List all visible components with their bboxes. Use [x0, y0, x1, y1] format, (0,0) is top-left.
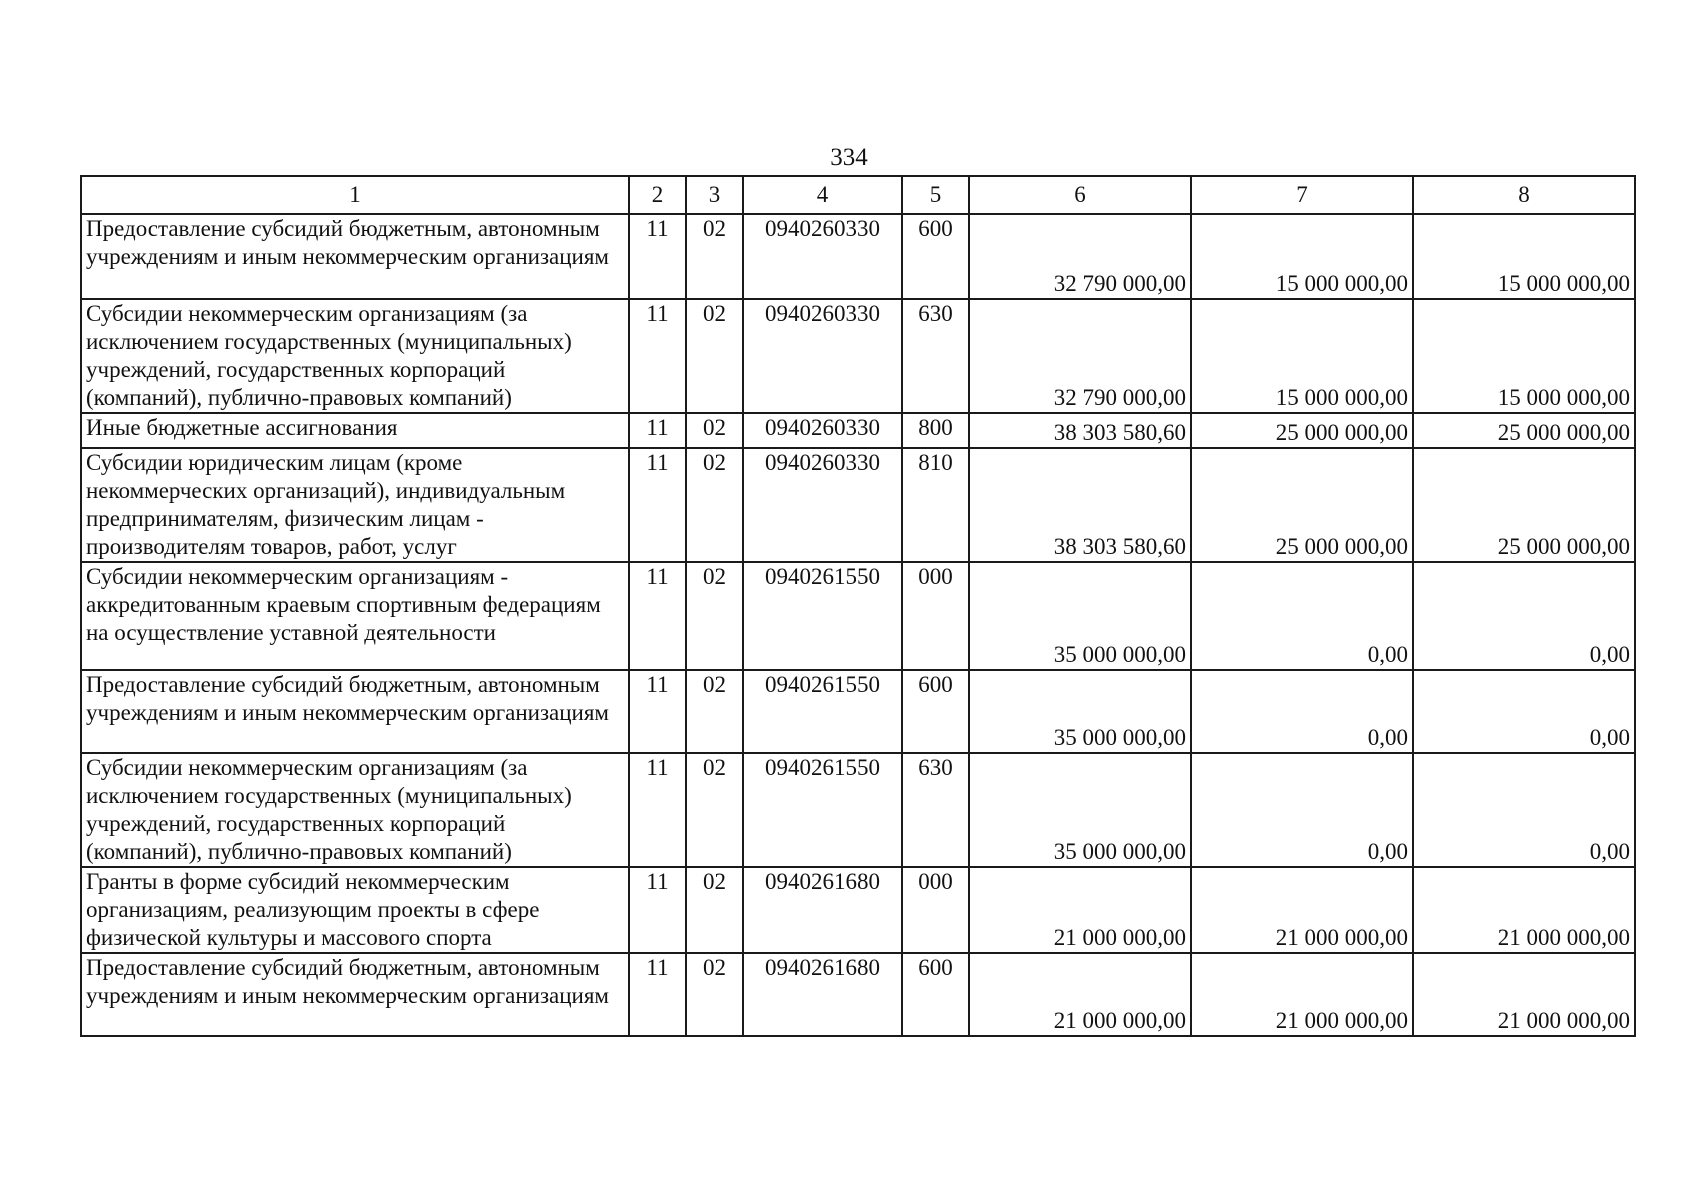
subsection-code-cell: 02: [686, 953, 743, 1036]
column-header: 2: [629, 176, 686, 214]
page-number: 334: [830, 144, 868, 171]
column-header: 1: [81, 176, 629, 214]
amount-col8-cell: 25 000 000,00: [1413, 448, 1635, 562]
row-name-cell: Предоставление субсидий бюджетным, автономным учреждениям и иным некоммерческим организациям: [81, 214, 629, 299]
expense-type-cell: 600: [902, 670, 969, 753]
target-article-cell: 0940261550: [743, 753, 902, 867]
section-code-cell: 11: [629, 299, 686, 413]
budget-table: [80, 175, 1636, 1037]
amount-col7-cell: 25 000 000,00: [1191, 413, 1413, 448]
amount-col8-cell: 0,00: [1413, 753, 1635, 867]
amount-col8-cell: 0,00: [1413, 670, 1635, 753]
amount-col8-cell: 15 000 000,00: [1413, 299, 1635, 413]
amount-col7-cell: 0,00: [1191, 753, 1413, 867]
expense-type-cell: 630: [902, 299, 969, 413]
subsection-code-cell: 02: [686, 867, 743, 953]
row-name-cell: Иные бюджетные ассигнования: [81, 413, 629, 448]
expense-type-cell: 800: [902, 413, 969, 448]
table-row: [81, 753, 1635, 867]
target-article-cell: 0940260330: [743, 413, 902, 448]
section-code-cell: 11: [629, 953, 686, 1036]
column-header: 5: [902, 176, 969, 214]
table-row: [81, 670, 1635, 753]
section-code-cell: 11: [629, 448, 686, 562]
column-header: 7: [1191, 176, 1413, 214]
table-row: [81, 214, 1635, 299]
expense-type-cell: 630: [902, 753, 969, 867]
row-name-cell: Субсидии некоммерческим организациям - аккредитованным краевым спортивным федерациям на осуществление уставной деятельности: [81, 562, 629, 670]
target-article-cell: 0940260330: [743, 214, 902, 299]
subsection-code-cell: 02: [686, 670, 743, 753]
table-row: [81, 299, 1635, 413]
amount-col8-cell: 0,00: [1413, 562, 1635, 670]
amount-col8-cell: 21 000 000,00: [1413, 953, 1635, 1036]
section-code-cell: 11: [629, 562, 686, 670]
target-article-cell: 0940261680: [743, 953, 902, 1036]
row-name-cell: Гранты в форме субсидий некоммерческим организациям, реализующим проекты в сфере физической культуры и массового спорта: [81, 867, 629, 953]
target-article-cell: 0940261550: [743, 670, 902, 753]
subsection-code-cell: 02: [686, 299, 743, 413]
subsection-code-cell: 02: [686, 562, 743, 670]
section-code-cell: 11: [629, 413, 686, 448]
amount-col6-cell: 21 000 000,00: [969, 867, 1191, 953]
amount-col8-cell: 21 000 000,00: [1413, 867, 1635, 953]
amount-col6-cell: 35 000 000,00: [969, 753, 1191, 867]
section-code-cell: 11: [629, 214, 686, 299]
target-article-cell: 0940261680: [743, 867, 902, 953]
row-name-cell: Субсидии некоммерческим организациям (за исключением государственных (муниципальных) учреждений, государственных корпораций (компаний), публично-правовых компаний): [81, 753, 629, 867]
expense-type-cell: 600: [902, 953, 969, 1036]
section-code-cell: 11: [629, 867, 686, 953]
target-article-cell: 0940261550: [743, 562, 902, 670]
amount-col6-cell: 35 000 000,00: [969, 562, 1191, 670]
amount-col7-cell: 0,00: [1191, 562, 1413, 670]
table-row: [81, 953, 1635, 1036]
column-header: 3: [686, 176, 743, 214]
amount-col6-cell: 32 790 000,00: [969, 299, 1191, 413]
amount-col7-cell: 15 000 000,00: [1191, 299, 1413, 413]
column-header: 4: [743, 176, 902, 214]
amount-col6-cell: 38 303 580,60: [969, 448, 1191, 562]
amount-col6-cell: 21 000 000,00: [969, 953, 1191, 1036]
column-header: 6: [969, 176, 1191, 214]
subsection-code-cell: 02: [686, 413, 743, 448]
amount-col6-cell: 38 303 580,60: [969, 413, 1191, 448]
section-code-cell: 11: [629, 753, 686, 867]
column-header: 8: [1413, 176, 1635, 214]
row-name-cell: Субсидии юридическим лицам (кроме некоммерческих организаций), индивидуальным предпринимателям, физическим лицам - производителям товаров, работ, услуг: [81, 448, 629, 562]
amount-col7-cell: 21 000 000,00: [1191, 953, 1413, 1036]
subsection-code-cell: 02: [686, 448, 743, 562]
amount-col8-cell: 25 000 000,00: [1413, 413, 1635, 448]
target-article-cell: 0940260330: [743, 448, 902, 562]
expense-type-cell: 600: [902, 214, 969, 299]
amount-col8-cell: 15 000 000,00: [1413, 214, 1635, 299]
table-header-row: [81, 176, 1635, 214]
subsection-code-cell: 02: [686, 214, 743, 299]
section-code-cell: 11: [629, 670, 686, 753]
expense-type-cell: 810: [902, 448, 969, 562]
table-row: [81, 562, 1635, 670]
expense-type-cell: 000: [902, 562, 969, 670]
subsection-code-cell: 02: [686, 753, 743, 867]
amount-col7-cell: 21 000 000,00: [1191, 867, 1413, 953]
table-row: [81, 867, 1635, 953]
amount-col6-cell: 35 000 000,00: [969, 670, 1191, 753]
row-name-cell: Предоставление субсидий бюджетным, автономным учреждениям и иным некоммерческим организациям: [81, 670, 629, 753]
target-article-cell: 0940260330: [743, 299, 902, 413]
row-name-cell: Предоставление субсидий бюджетным, автономным учреждениям и иным некоммерческим организациям: [81, 953, 629, 1036]
amount-col6-cell: 32 790 000,00: [969, 214, 1191, 299]
row-name-cell: Субсидии некоммерческим организациям (за исключением государственных (муниципальных) учреждений, государственных корпораций (компаний), публично-правовых компаний): [81, 299, 629, 413]
expense-type-cell: 000: [902, 867, 969, 953]
amount-col7-cell: 0,00: [1191, 670, 1413, 753]
amount-col7-cell: 15 000 000,00: [1191, 214, 1413, 299]
table-row: [81, 413, 1635, 448]
table-row: [81, 448, 1635, 562]
amount-col7-cell: 25 000 000,00: [1191, 448, 1413, 562]
